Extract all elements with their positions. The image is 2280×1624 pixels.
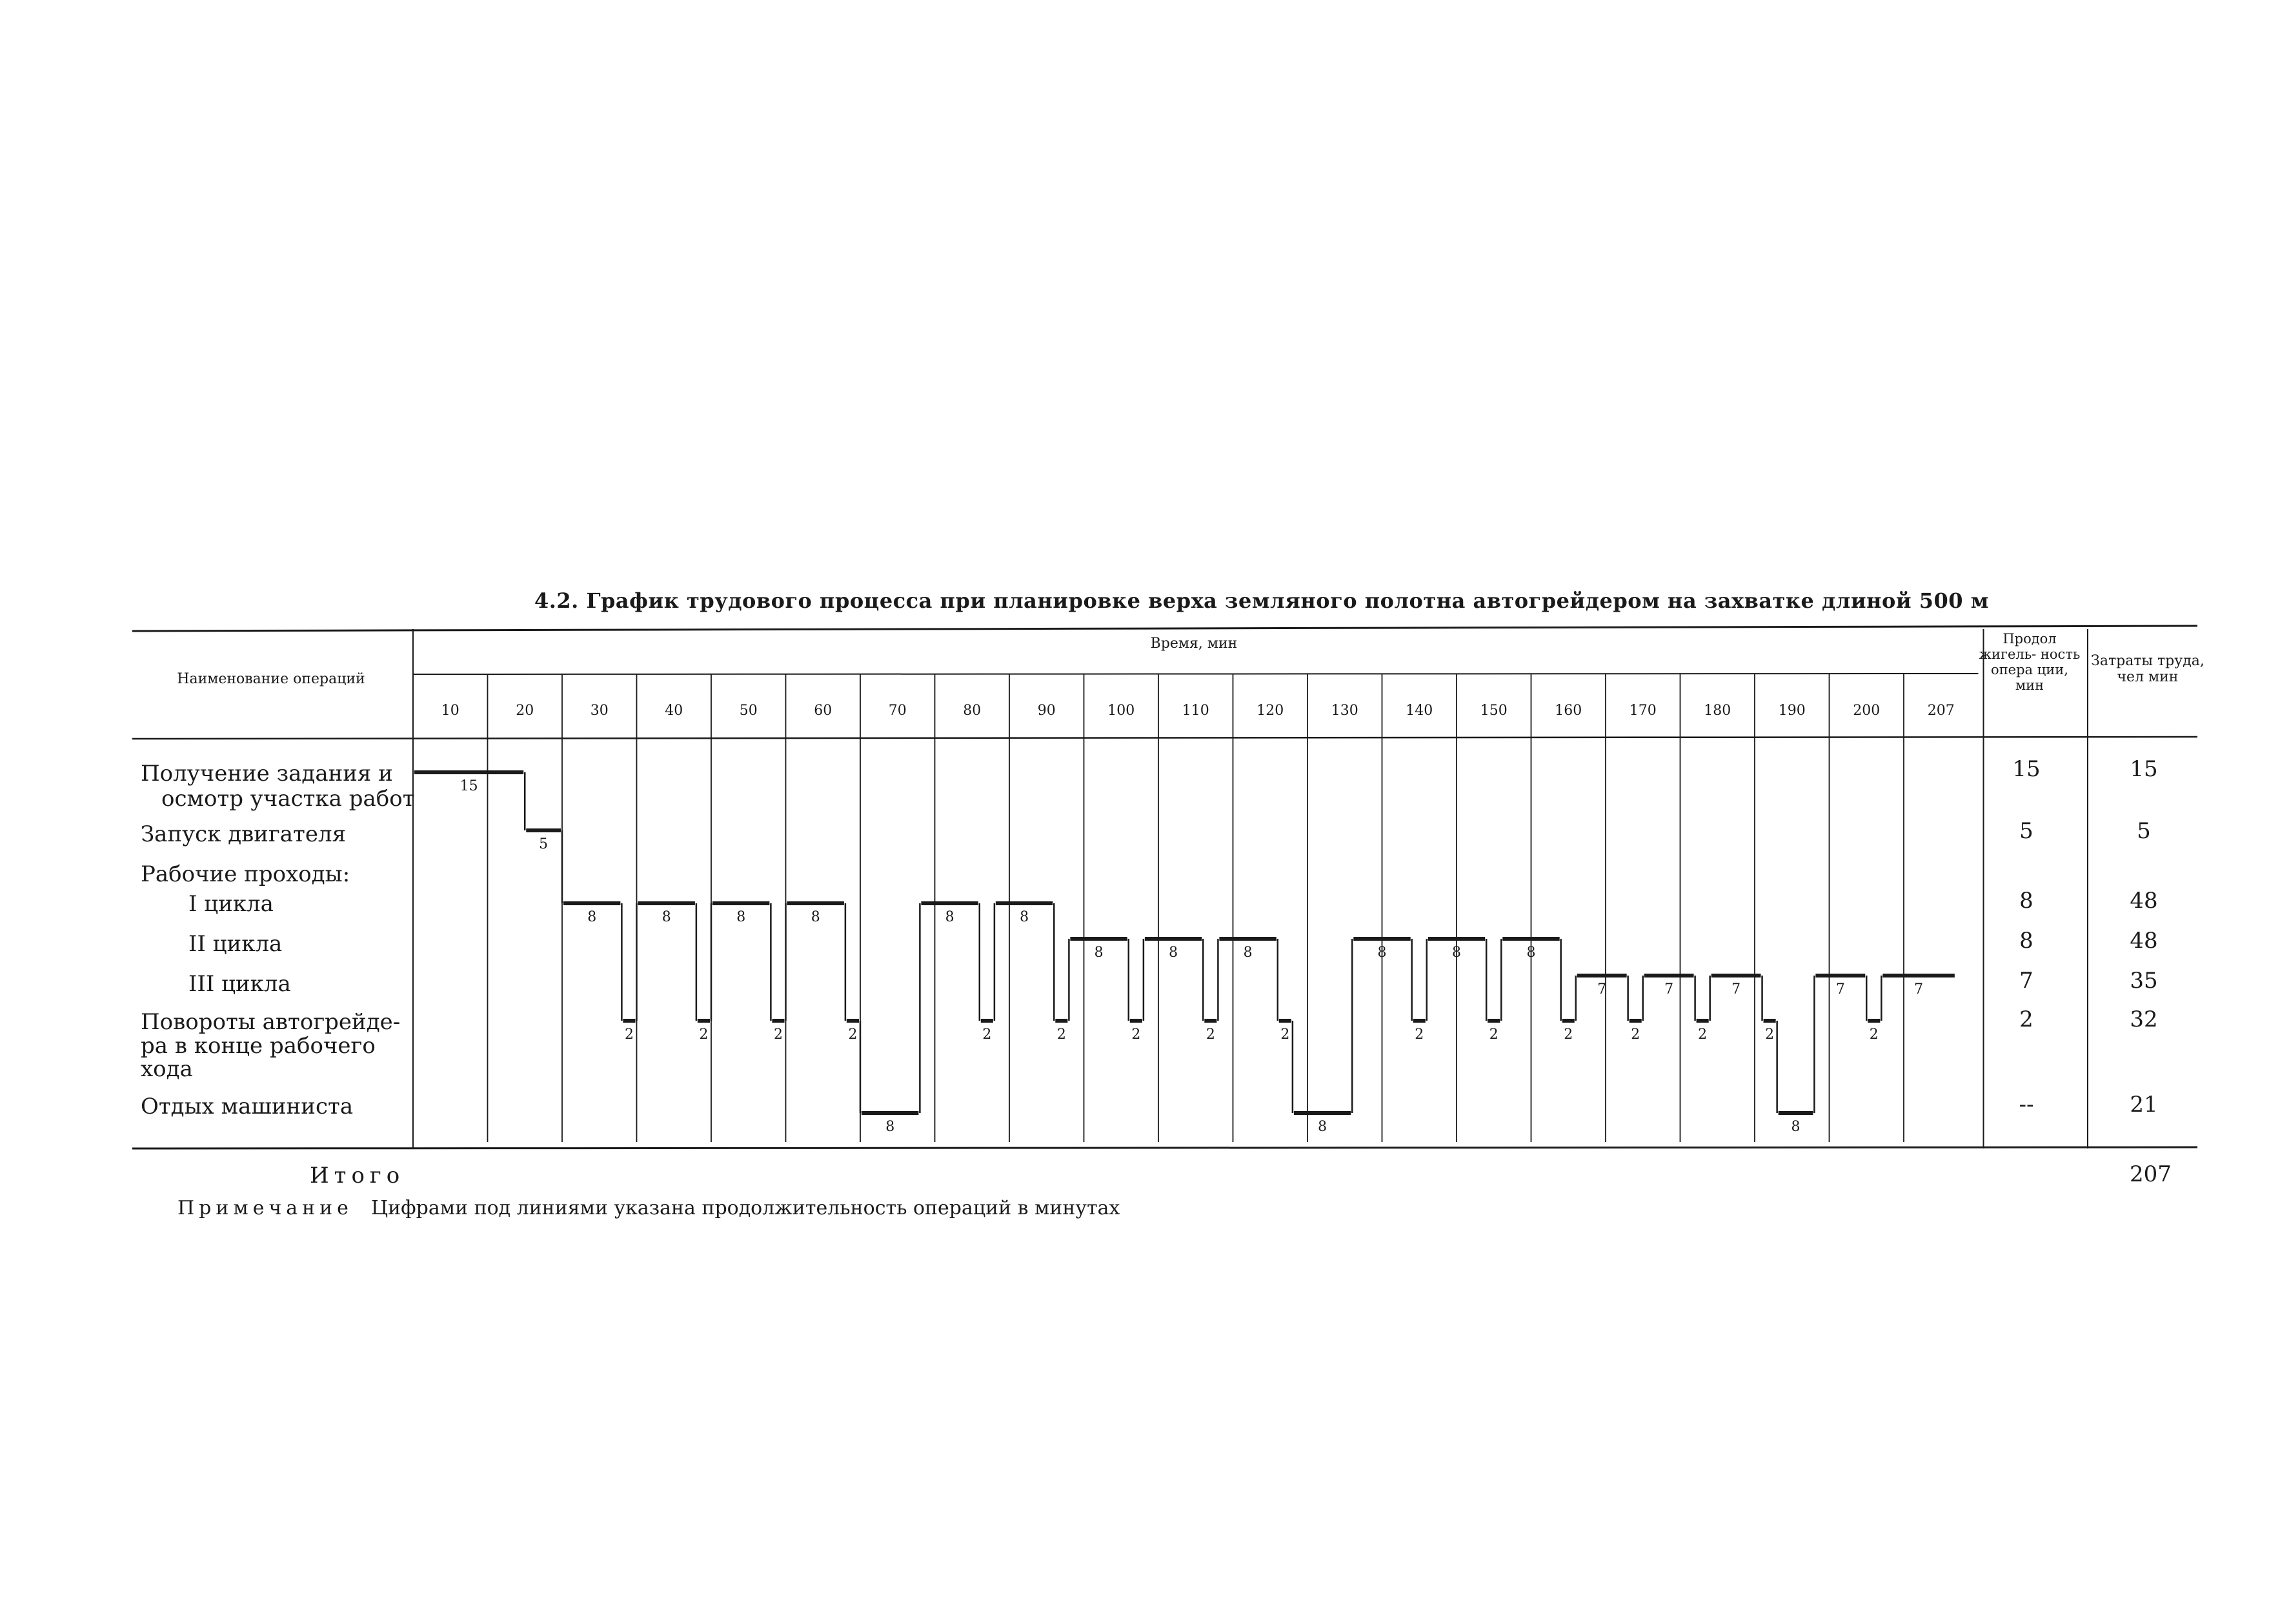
- gantt-duration-label: 2: [982, 1027, 992, 1043]
- time-tick-label: 130: [1331, 703, 1358, 719]
- time-tick-label: 200: [1853, 703, 1881, 719]
- labor-value: 48: [2130, 928, 2158, 954]
- duration-value: 15: [2012, 756, 2041, 782]
- operation-line: ра в конце рабочего: [141, 1032, 376, 1059]
- operations-column-header: Наименование операций: [177, 671, 365, 687]
- gantt-duration-label: 7: [1597, 981, 1607, 997]
- gantt-duration-label: 7: [1835, 981, 1845, 997]
- gantt-duration-label: 8: [661, 909, 671, 925]
- time-tick-label: 90: [1037, 703, 1056, 719]
- operation-line: осмотр участка работ: [161, 786, 415, 812]
- operation-line: хода: [141, 1056, 193, 1083]
- duration-value: --: [2019, 1092, 2034, 1118]
- duration-value: 7: [2019, 968, 2033, 994]
- time-tick-label: 120: [1256, 703, 1284, 719]
- labor-value: 15: [2130, 756, 2158, 782]
- gantt-duration-label: 8: [587, 909, 597, 925]
- duration-column-header: Продол жигель- ность опера ции, мин: [1979, 631, 2081, 694]
- gantt-duration-label: 2: [773, 1027, 783, 1043]
- operation-working-passes: Рабочие проходы:: [141, 861, 350, 887]
- labor-column-header: Затраты труда, чел мин: [2091, 653, 2204, 686]
- gantt-duration-label: 2: [1765, 1027, 1775, 1043]
- gantt-duration-label: 2: [624, 1027, 634, 1043]
- table-bottom-rule: [132, 1147, 2197, 1148]
- duration-value: 2: [2019, 1007, 2033, 1032]
- labor-value: 48: [2130, 888, 2158, 914]
- time-tick-label: 140: [1406, 703, 1433, 719]
- time-tick-label: 50: [739, 703, 758, 719]
- note-text: Цифрами под линиями указана продолжительность операций в минутах: [371, 1197, 1120, 1219]
- gantt-duration-label: 7: [1731, 981, 1741, 997]
- time-group-header: Время, мин: [1150, 636, 1238, 652]
- operation-engine-start: Запуск двигателя: [141, 821, 347, 847]
- gantt-duration-label: 15: [459, 778, 478, 794]
- gantt-duration-label: 8: [1377, 945, 1387, 961]
- time-tick-label: 100: [1107, 703, 1135, 719]
- operation-line: Повороты автогрейде-: [141, 1009, 401, 1035]
- time-tick-label: 150: [1480, 703, 1508, 719]
- gantt-duration-label: 2: [1131, 1027, 1141, 1043]
- time-tick-label: 10: [441, 703, 459, 719]
- time-tick-label: 80: [963, 703, 982, 719]
- total-value: 207: [2130, 1161, 2172, 1187]
- gantt-duration-label: 2: [699, 1027, 709, 1043]
- gantt-duration-label: 8: [1452, 945, 1461, 961]
- time-tick-label: 170: [1629, 703, 1657, 719]
- page-title: 4.2. График трудового процесса при планировке верха земляного полотна автогрейдером на захватке длиной 500 м: [534, 588, 1989, 613]
- operation-rest: Отдых машиниста: [141, 1094, 354, 1119]
- gantt-duration-label: 2: [848, 1027, 858, 1043]
- gantt-duration-label: 2: [1698, 1027, 1708, 1043]
- labor-value: 35: [2130, 968, 2158, 994]
- time-tick-label: 190: [1778, 703, 1806, 719]
- table-top-rule: [132, 626, 2197, 631]
- time-tick-label: 110: [1182, 703, 1209, 719]
- gantt-duration-label: 7: [1664, 981, 1674, 997]
- gantt-duration-label: 8: [885, 1119, 895, 1135]
- time-tick-label: 40: [665, 703, 683, 719]
- gantt-duration-label: 8: [1791, 1119, 1801, 1135]
- labor-value: 5: [2137, 818, 2151, 844]
- time-tick-label: 60: [814, 703, 832, 719]
- gantt-duration-label: 8: [945, 909, 954, 925]
- gantt-duration-label: 2: [1206, 1027, 1215, 1043]
- gantt-duration-label: 5: [539, 836, 549, 852]
- gantt-duration-label: 8: [1243, 945, 1253, 961]
- time-tick-label: 180: [1704, 703, 1731, 719]
- gantt-duration-label: 2: [1280, 1027, 1290, 1043]
- operation-cycle-3: III цикла: [188, 971, 291, 997]
- time-tick-label: 160: [1555, 703, 1582, 719]
- gantt-duration-label: 8: [1526, 945, 1536, 961]
- total-label: Итого: [310, 1163, 405, 1188]
- labor-value: 32: [2130, 1007, 2158, 1032]
- gantt-duration-label: 2: [1415, 1027, 1424, 1043]
- gantt-duration-label: 8: [1094, 945, 1104, 961]
- gantt-duration-label: 8: [811, 909, 820, 925]
- gantt-duration-label: 2: [1489, 1027, 1498, 1043]
- note-label: Примечание: [177, 1197, 353, 1219]
- header-bottom-rule: [132, 737, 2197, 739]
- gantt-duration-label: 2: [1564, 1027, 1573, 1043]
- gantt-duration-label: 7: [1914, 981, 1924, 997]
- gantt-duration-label: 2: [1869, 1027, 1879, 1043]
- duration-value: 5: [2019, 818, 2033, 844]
- duration-value: 8: [2019, 928, 2033, 954]
- labor-value: 21: [2130, 1092, 2158, 1118]
- operation-cycle-1: I цикла: [188, 891, 274, 917]
- gantt-duration-label: 8: [1169, 945, 1178, 961]
- time-tick-label: 30: [590, 703, 609, 719]
- operation-cycle-2: II цикла: [188, 931, 283, 957]
- gantt-duration-label: 8: [1318, 1119, 1327, 1135]
- gantt-duration-label: 2: [1631, 1027, 1640, 1043]
- time-tick-label: 70: [888, 703, 907, 719]
- gantt-duration-label: 8: [1020, 909, 1029, 925]
- duration-value: 8: [2019, 888, 2033, 914]
- time-tick-label: 207: [1927, 703, 1955, 719]
- gantt-duration-label: 8: [736, 909, 746, 925]
- operation-line: Получение задания и: [141, 761, 393, 787]
- time-tick-label: 20: [516, 703, 534, 719]
- gantt-duration-label: 2: [1056, 1027, 1066, 1043]
